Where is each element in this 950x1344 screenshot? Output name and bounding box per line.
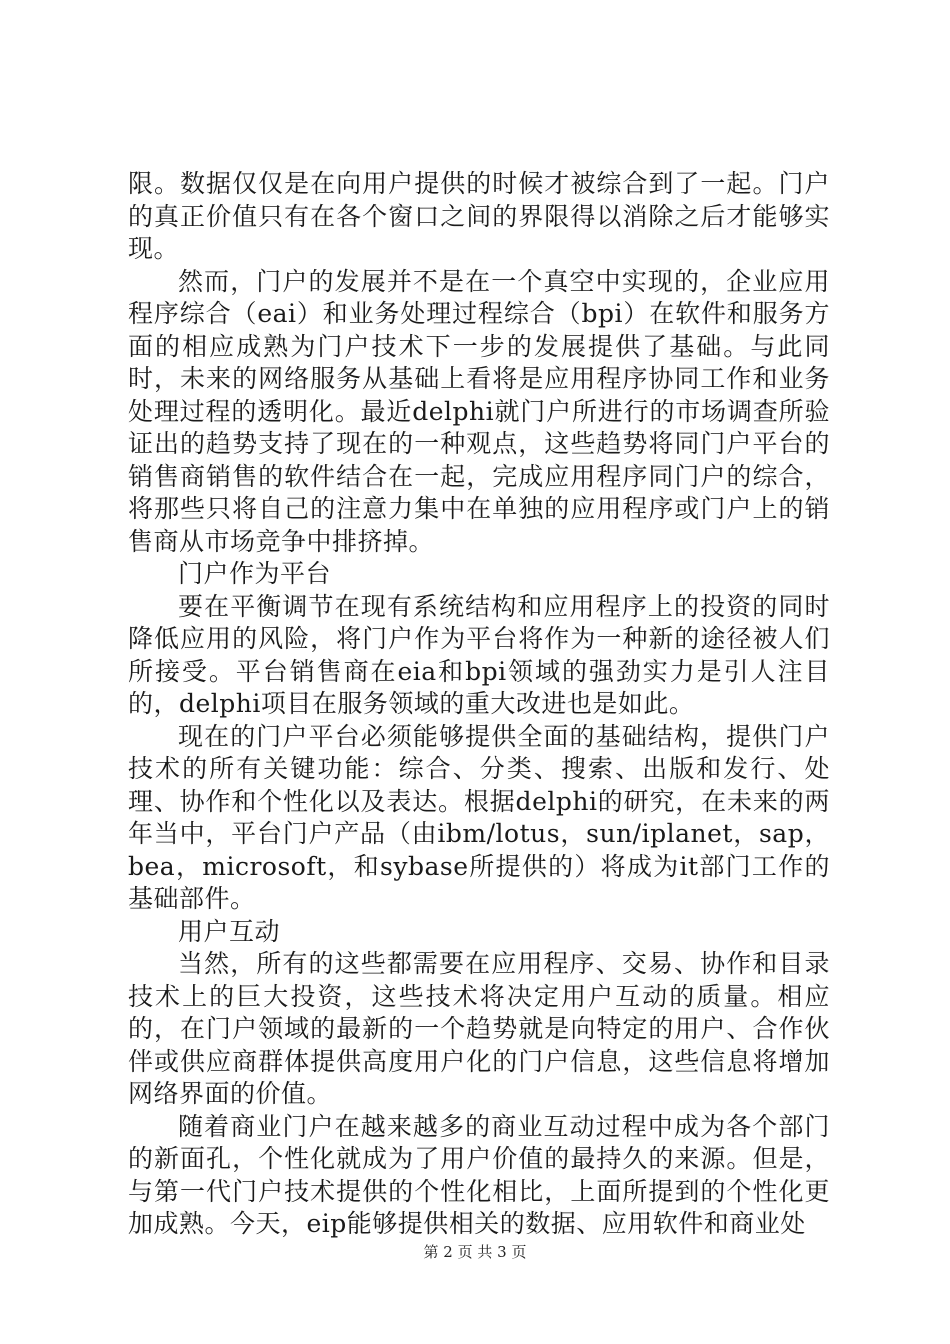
paragraph: 随着商业门户在越来越多的商业互动过程中成为各个部门的新面孔，个性化就成为了用户价值的最持久的来源。但是，与第一代门户技术提供的个性化相比，上面所提到的个性化更加成熟。今天，eip能够提供相关的数据、应用软件和商业处 [128,1111,830,1238]
paragraph: 然而，门户的发展并不是在一个真空中实现的，企业应用程序综合（eai）和业务处理过程综合（bpi）在软件和服务方面的相应成熟为门户技术下一步的发展提供了基础。与此同时，未来的网络服务从基础上看将是应用程序协同工作和业务处理过程的透明化。最近delphi就门户所进行的市场调查所验证出的趋势支持了现在的一种观点，这些趋势将同门户平台的销售商销售的软件结合在一起，完成应用程序同门户的综合，将那些只将自己的注意力集中在单独的应用程序或门户上的销售商从市场竞争中排挤掉。 [128,266,830,556]
section-heading: 门户作为平台 [178,559,332,588]
paragraph: 当然，所有的这些都需要在应用程序、交易、协作和目录技术上的巨大投资，这些技术将决定用户互动的质量。相应的，在门户领域的最新的一个趋势就是向特定的用户、合作伙伴或供应商群体提供高度用户化的门户信息，这些信息将增加网络界面的价值。 [128,949,830,1108]
section-heading: 用户互动 [178,916,281,946]
paragraph: 现在的门户平台必须能够提供全面的基础结构，提供门户技术的所有关键功能：综合、分类、搜索、出版和发行、处理、协作和个性化以及表达。根据delphi的研究，在未来的两年当中，平台门户产品（由ibm/lotus，sun/iplanet，sap，bea，microsoft，和sybase所提供的）将成为it部门工作的基础部件。 [128,721,830,913]
paragraph-continuation: 限。数据仅仅是在向用户提供的时候才被综合到了一起。门户的真正价值只有在各个窗口之间的界限得以消除之后才能够实现。 [128,169,830,263]
document-body [128,168,830,1241]
page-footer: 第 2 页 共 3 页 [423,1243,527,1261]
paragraph: 要在平衡调节在现有系统结构和应用程序上的投资的同时降低应用的风险，将门户作为平台将作为一种新的途径被人们所接受。平台销售商在eia和bpi领域的强劲实力是引人注目的，delphi项目在服务领域的重大改进也是如此。 [128,591,830,718]
